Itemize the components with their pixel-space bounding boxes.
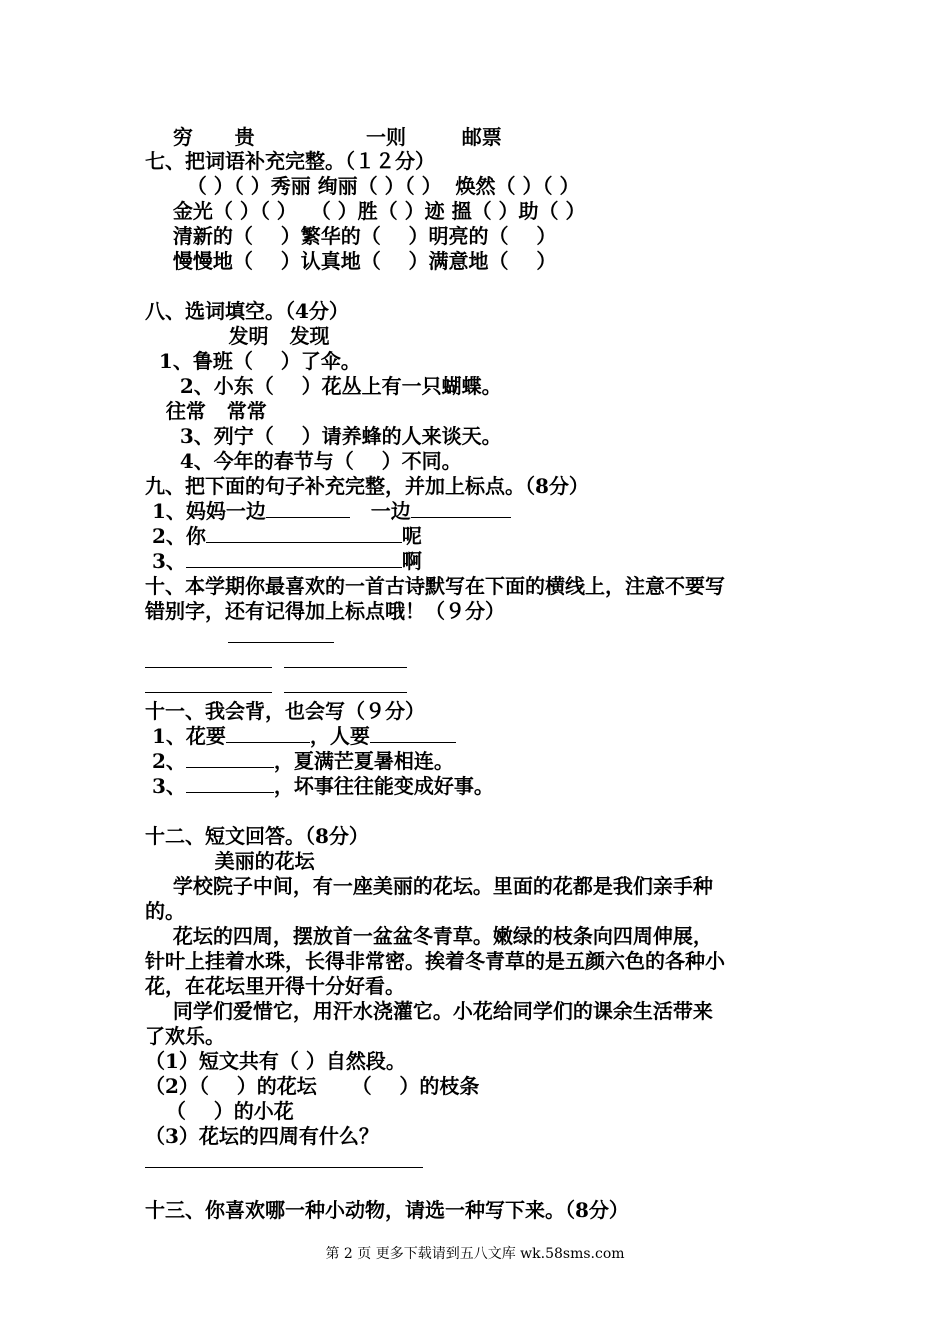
passage-paragraph-2-line-3: 花，在花坛里开得十分好看。: [145, 974, 405, 998]
answer-blank[interactable]: [186, 774, 274, 793]
section-11-item-2-prefix: 2、: [145, 749, 186, 773]
section-11-item-3-prefix: 3、: [145, 774, 186, 798]
section-8-item-2: 2、小东（ ）花丛上有一只蝴蝶。: [145, 374, 502, 398]
answer-blank[interactable]: [186, 749, 274, 768]
section-9-item-2: [145, 524, 422, 548]
word-line: 穷 贵 一则 邮票: [145, 125, 502, 149]
section-8-word-choices-1: 发明 发现: [145, 324, 330, 348]
passage-paragraph-2-line-2: 针叶上挂着水珠，长得非常密。挨着冬青草的是五颜六色的各种小: [145, 949, 725, 973]
section-9-item-3: [145, 549, 422, 573]
section-12-title: 十二、短文回答。（8分）: [145, 824, 369, 848]
section-9-item-1-prefix: 1、妈妈一边: [145, 499, 266, 523]
section-9-item-2-suffix: 呢: [401, 524, 422, 548]
section-10-text-2: 错别字，还有记得加上标点哦！（９分）: [145, 599, 505, 623]
section-8-item-1: 1、鲁班（ ）了伞。: [145, 349, 361, 373]
passage-paragraph-3-line-1: 同学们爱惜它，用汗水浇灌它。小花给同学们的课余生活带来: [145, 999, 713, 1023]
answer-blank[interactable]: [145, 1167, 423, 1168]
section-8-word-choices-2: 往常 常常: [145, 399, 267, 423]
passage-paragraph-1-line-1: 学校院子中间，有一座美丽的花坛。里面的花都是我们亲手种: [145, 874, 713, 898]
section-12-question-2-cont: （ ）的小花: [145, 1099, 294, 1123]
section-8-item-3: 3、列宁（ ）请养蜂的人来谈天。: [145, 424, 502, 448]
section-9-item-3-prefix: 3、: [145, 549, 186, 573]
section-8-item-4: 4、今年的春节与（ ）不同。: [145, 449, 462, 473]
section-9-item-3-suffix: 啊: [401, 549, 422, 573]
section-13-title: 十三、你喜欢哪一种小动物，请选一种写下来。（8分）: [145, 1198, 629, 1222]
section-7-row-4: 慢慢地（ ）认真地（ ）满意地（ ）: [145, 249, 557, 273]
answer-blank[interactable]: [370, 724, 456, 743]
section-11-item-1-prefix: 1、花要: [145, 724, 226, 748]
section-9-title: 九、把下面的句子补充完整，并加上标点。（8分）: [145, 474, 589, 498]
section-11-item-1-middle: ，人要: [309, 724, 370, 748]
section-9-item-1-middle: 一边: [349, 499, 411, 523]
poem-line-blank[interactable]: [284, 667, 407, 668]
section-11-item-2: [145, 749, 454, 773]
section-11-title: 十一、我会背，也会写（９分）: [145, 699, 425, 723]
section-7-row-1: （ ）（ ）秀丽 绚丽（ ）（ ） 焕然（ ）（ ）: [145, 174, 580, 198]
poem-line-blank[interactable]: [284, 692, 407, 693]
passage-paragraph-3-line-2: 了欢乐。: [145, 1024, 225, 1048]
section-11-item-3: [145, 774, 494, 798]
poem-title-blank[interactable]: [228, 642, 334, 643]
answer-blank[interactable]: [411, 499, 511, 518]
poem-line-blank[interactable]: [145, 692, 272, 693]
section-7-title: 七、把词语补充完整。（１２分）: [145, 149, 435, 173]
section-12-question-1: （1）短文共有（ ）自然段。: [145, 1049, 406, 1073]
answer-blank[interactable]: [186, 549, 402, 568]
section-12-question-3: （3）花坛的四周有什么？: [145, 1124, 379, 1148]
page-footer: 第 2 页 更多下载请到五八文库 wk.58sms.com: [325, 1246, 625, 1262]
section-10-text-1: 十、本学期你最喜欢的一首古诗默写在下面的横线上，注意不要写: [145, 574, 725, 598]
poem-line-blank[interactable]: [145, 667, 272, 668]
section-11-item-1: [145, 724, 456, 748]
answer-blank[interactable]: [266, 499, 350, 518]
section-7-row-3: 清新的（ ）繁华的（ ）明亮的（ ）: [145, 224, 557, 248]
passage-title: 美丽的花坛: [145, 849, 315, 873]
answer-blank[interactable]: [206, 524, 402, 543]
answer-blank[interactable]: [226, 724, 310, 743]
section-9-item-2-prefix: 2、你: [145, 524, 206, 548]
section-11-item-2-suffix: ，夏满芒夏暑相连。: [273, 749, 454, 773]
section-12-question-2: （2）（ ）的花坛 （ ）的枝条: [145, 1074, 480, 1098]
passage-paragraph-2-line-1: 花坛的四周，摆放首一盆盆冬青草。嫩绿的枝条向四周伸展，: [145, 924, 713, 948]
section-9-item-1: [145, 499, 511, 523]
section-7-row-2: 金光（ ）（ ） （ ）胜（ ）迹 搵（ ）助（ ）: [145, 199, 586, 223]
section-8-title: 八、选词填空。（4分）: [145, 299, 349, 323]
section-11-item-3-suffix: ，坏事往往能变成好事。: [273, 774, 494, 798]
passage-paragraph-1-line-2: 的。: [145, 899, 185, 923]
